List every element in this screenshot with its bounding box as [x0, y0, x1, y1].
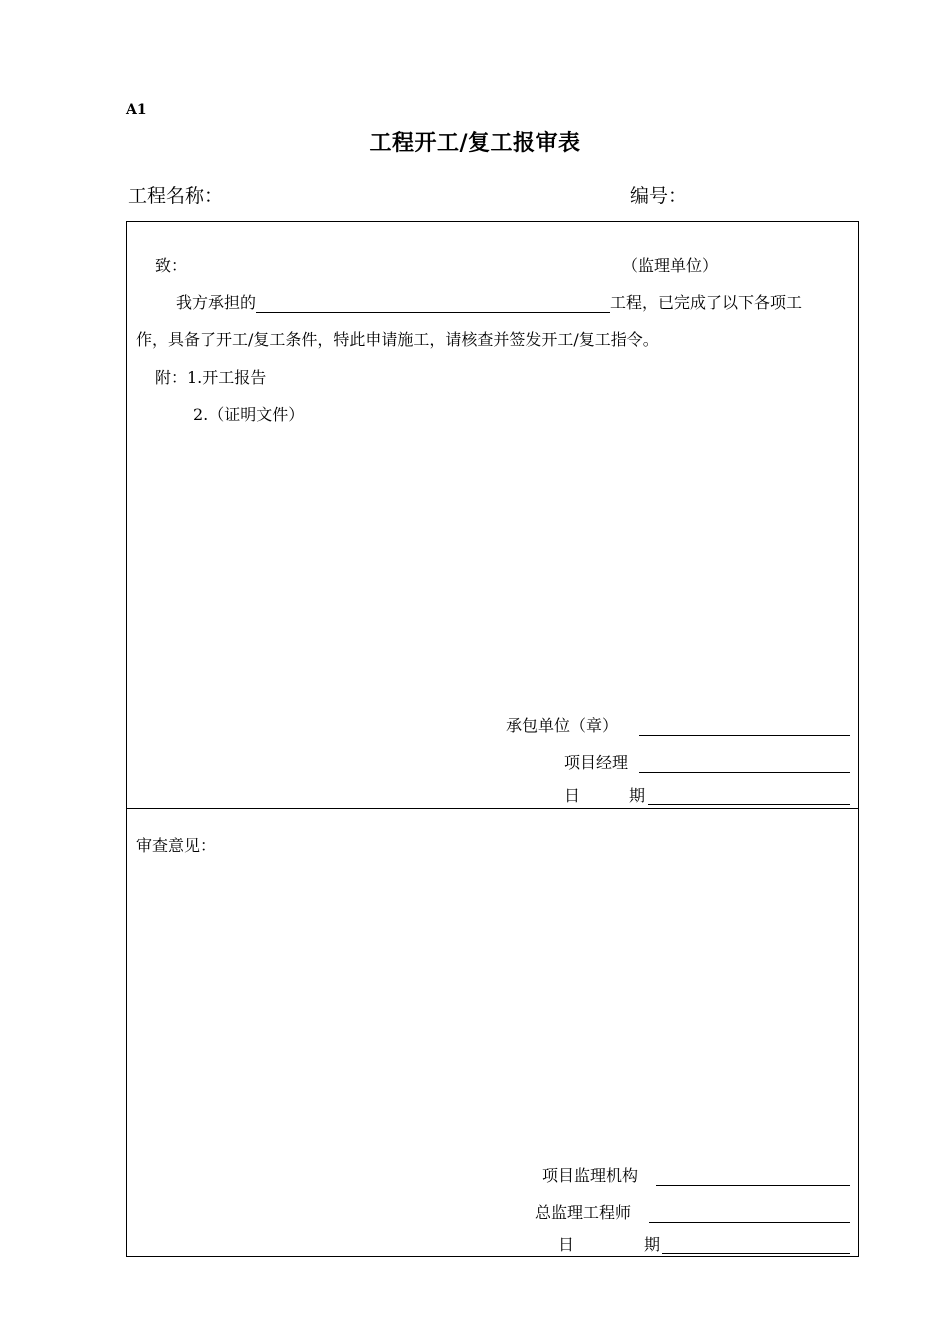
chief-engineer-signature-line[interactable] — [649, 1222, 850, 1223]
number-label: 编号： — [630, 185, 688, 207]
project-name-label: 工程名称： — [128, 185, 224, 207]
section-divider — [126, 808, 859, 809]
attachment-2: 2.（证明文件） — [193, 405, 305, 424]
date-label-char1: 日 — [564, 786, 581, 805]
review-date-label-char2: 期 — [644, 1235, 661, 1254]
application-date-line[interactable] — [648, 804, 850, 805]
chief-engineer-label: 总监理工程师 — [535, 1203, 632, 1222]
application-line-1 — [176, 293, 802, 313]
review-opinion-label: 审查意见： — [136, 836, 217, 855]
form-title: 工程开工/复工报审表 — [369, 130, 581, 156]
project-blank[interactable] — [256, 294, 610, 313]
review-date-line[interactable] — [662, 1253, 850, 1254]
form-code: A1 — [126, 102, 147, 118]
project-manager-signature-line[interactable] — [639, 772, 850, 773]
project-manager-label: 项目经理 — [564, 753, 629, 772]
contractor-signature-line[interactable] — [639, 735, 850, 736]
supervision-org-signature-line[interactable] — [656, 1185, 850, 1186]
attachments-label: 附：1.开工报告 — [155, 368, 267, 387]
date-label-char2: 期 — [629, 786, 646, 805]
to-label: 致： — [155, 256, 188, 275]
supervisor-unit-label: （监理单位） — [622, 256, 719, 275]
application-line-2: 作，具备了开工/复工条件，特此申请施工，请核查并签发开工/复工指令。 — [136, 330, 659, 349]
contractor-label: 承包单位（章） — [506, 716, 619, 735]
line1-suffix: 工程，已完成了以下各项工 — [610, 293, 803, 312]
line1-prefix: 我方承担的 — [176, 293, 257, 312]
review-date-label-char1: 日 — [558, 1235, 575, 1254]
supervision-org-label: 项目监理机构 — [542, 1166, 639, 1185]
